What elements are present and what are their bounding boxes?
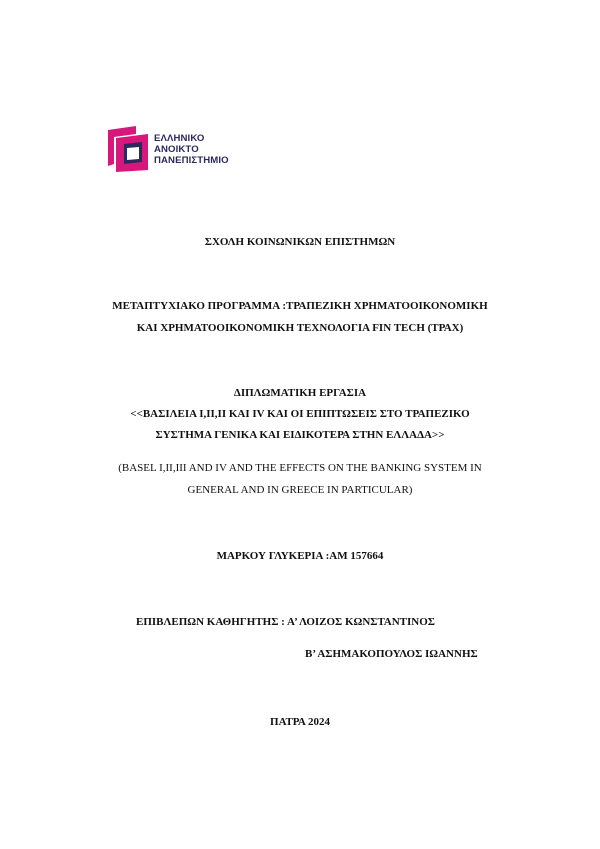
thesis-english-line-1: (BASEL I,II,III AND IV AND THE EFFECTS ON THE BANKING SYSTEM IN bbox=[118, 462, 482, 474]
place-date: ΠΑΤΡΑ 2024 bbox=[270, 716, 330, 728]
supervisor-line-2: Β’ ΑΣΗΜΑΚΟΠΟΥΛΟΣ ΙΩΑΝΝΗΣ bbox=[305, 648, 478, 660]
thesis-english-line-2: GENERAL AND IN GREECE IN PARTICULAR) bbox=[187, 484, 413, 496]
logo-line-3: ΠΑΝΕΠΙΣΤΗΜΙΟ bbox=[154, 155, 229, 166]
program-line-1: ΜΕΤΑΠΤΥΧΙΑΚΟ ΠΡΟΓΡΑΜΜΑ :ΤΡΑΠΕΖΙΚΗ ΧΡΗΜΑΤΟΟΙΚΟΝΟΜΙΚΗ bbox=[112, 300, 488, 312]
school-name: ΣΧΟΛΗ ΚΟΙΝΩΝΙΚΩΝ ΕΠΙΣΤΗΜΩΝ bbox=[204, 236, 396, 248]
logo-line-1: ΕΛΛΗΝΙΚΟ bbox=[154, 133, 205, 144]
logo-mark-icon bbox=[106, 126, 152, 172]
logo-line-2: ΑΝΟΙΚΤΟ bbox=[154, 144, 199, 155]
thesis-title-line-2: ΣΥΣΤΗΜΑ ΓΕΝΙΚΑ ΚΑΙ ΕΙΔΙΚΟΤΕΡΑ ΣΤΗΝ ΕΛΛΑΔΑ>> bbox=[155, 429, 445, 441]
logo-text bbox=[154, 133, 229, 166]
author-name: ΜΑΡΚΟΥ ΓΛΥΚΕΡΙΑ :ΑΜ 157664 bbox=[216, 550, 384, 562]
supervisor-line-1: ΕΠΙΒΛΕΠΩΝ ΚΑΘΗΓΗΤΗΣ : Α’ ΛΟΙΖΟΣ ΚΩΝΣΤΑΝΤΙΝΟΣ bbox=[136, 616, 435, 628]
thesis-type: ΔΙΠΛΩΜΑΤΙΚΗ ΕΡΓΑΣΙΑ bbox=[233, 387, 367, 399]
program-line-2: ΚΑΙ ΧΡΗΜΑΤΟΟΙΚΟΝΟΜΙΚΗ ΤΕΧΝΟΛΟΓΙΑ FIN TECH (ΤΡΑΧ) bbox=[136, 322, 464, 334]
thesis-title-line-1: <<ΒΑΣΙΛΕΙΑ Ι,ΙΙ,ΙΙ ΚΑΙ IV ΚΑΙ ΟΙ ΕΠΙΠΤΩΣΕΙΣ ΣΤΟ ΤΡΑΠΕΖΙΚΟ bbox=[130, 408, 470, 420]
university-logo bbox=[106, 126, 266, 174]
